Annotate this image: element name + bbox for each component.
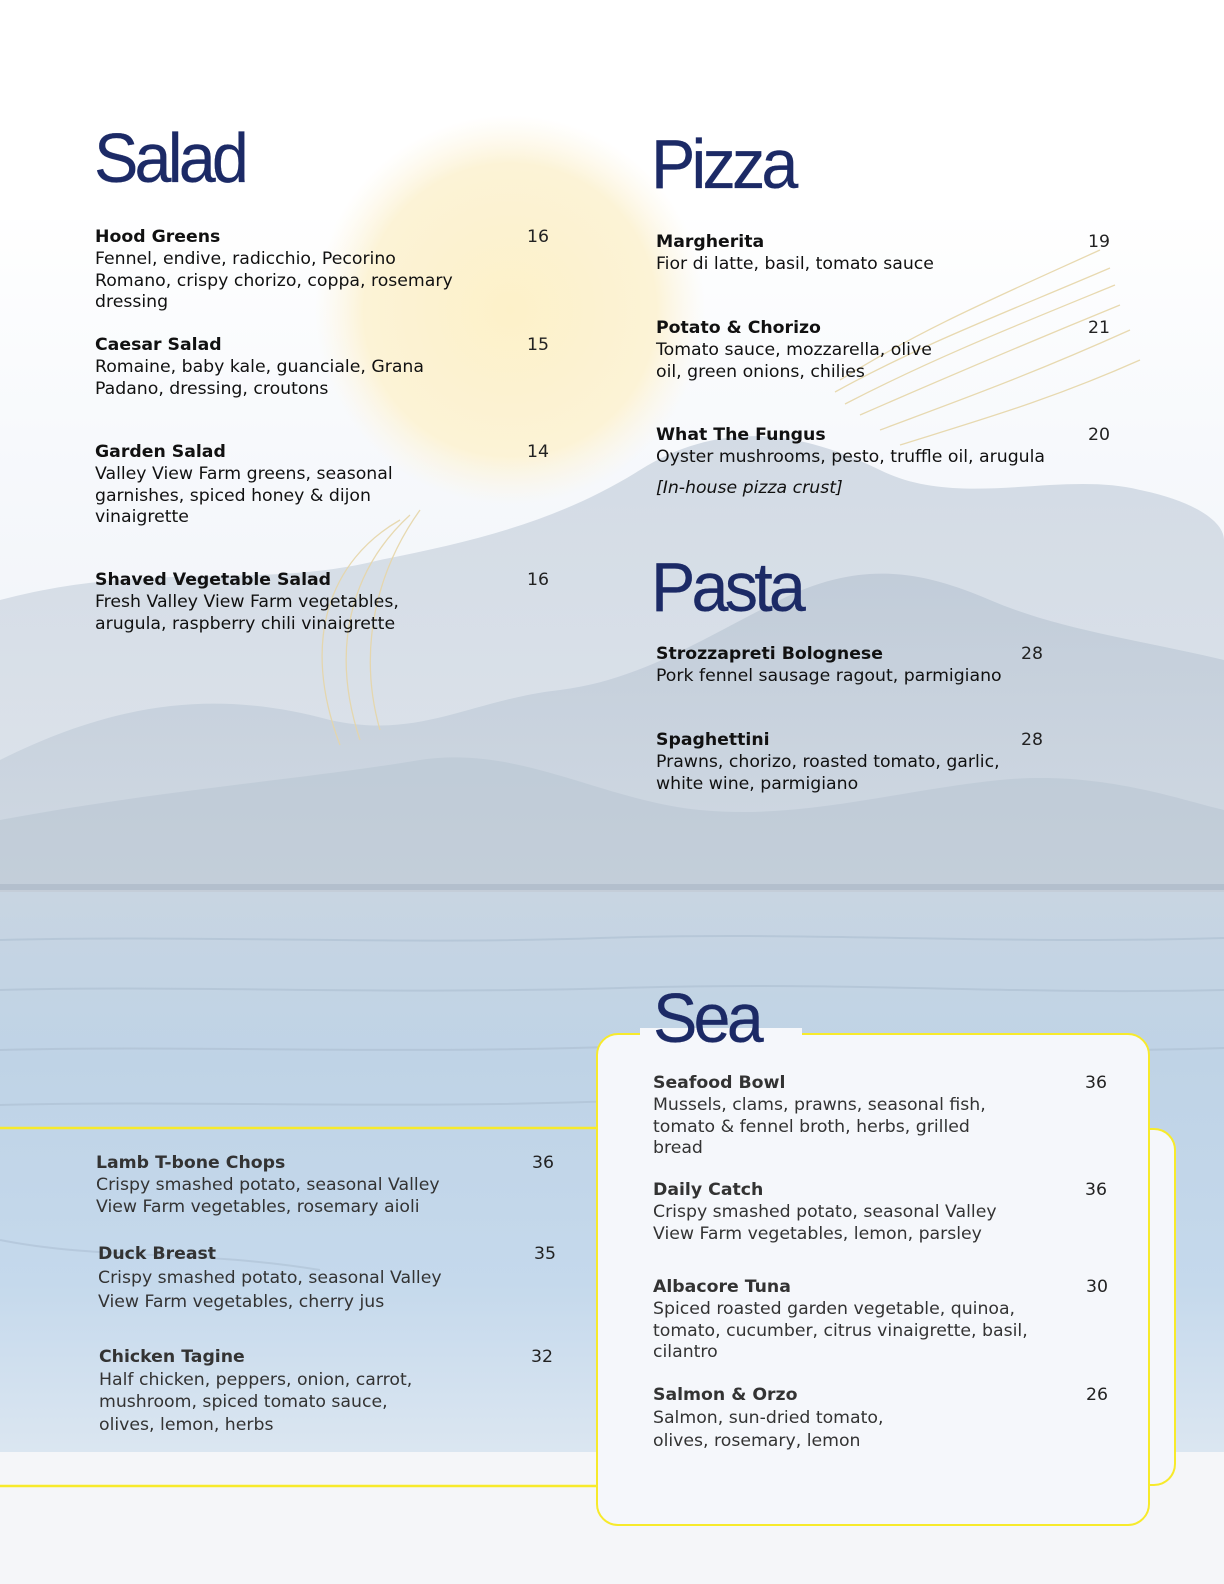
item-description: Fresh Valley View Farm vegetables, arugula, raspberry chili vinaigrette [95,591,399,634]
item-name: Potato & Chorizo [656,318,821,338]
item-price: 32 [531,1347,553,1367]
item-name: Salmon & Orzo [653,1385,798,1405]
item-name: Hood Greens [95,227,221,247]
item-price: 20 [1088,425,1110,445]
item-name: Strozzapreti Bolognese [656,644,883,664]
menu-item-chicken-tagine [99,1347,559,1436]
item-description: Spiced roasted garden vegetable, quinoa, tomato, cucumber, citrus vinaigrette, basil, cilantro [653,1298,1028,1363]
menu-item-duck-breast [98,1244,558,1314]
item-name: Spaghettini [656,730,770,750]
menu-item-daily-catch [653,1180,1113,1245]
item-name: Albacore Tuna [653,1277,791,1297]
item-price: 28 [1021,644,1043,664]
menu-item-hood-greens [95,227,555,314]
item-price: 15 [527,335,549,355]
item-price: 35 [534,1244,556,1264]
item-price: 14 [527,442,549,462]
item-description: Fennel, endive, radicchio, Pecorino Romano, crispy chorizo, coppa, rosemary dressing [95,248,453,313]
item-name: Shaved Vegetable Salad [95,570,332,590]
menu-item-potato-chorizo [656,318,1116,383]
item-description: Tomato sauce, mozzarella, olive oil, green onions, chilies [656,339,932,382]
item-name: Garden Salad [95,442,226,462]
item-price: 16 [527,570,549,590]
menu-item-garden-salad [95,442,555,529]
item-price: 36 [1085,1180,1107,1200]
section-heading-pizza: Pizza [651,125,795,203]
item-name: What The Fungus [656,425,826,445]
item-price: 28 [1021,730,1043,750]
section-heading-salad: Salad [94,119,246,197]
pizza-crust-note: [In-house pizza crust] [656,477,843,498]
item-price: 26 [1086,1385,1108,1405]
section-heading-pasta: Pasta [651,548,803,626]
item-name: Daily Catch [653,1180,764,1200]
menu-item-strozzapreti-bolognese [656,644,1056,688]
item-description: Salmon, sun-dried tomato, olives, rosemary, lemon [653,1407,884,1451]
item-description: Half chicken, peppers, onion, carrot, mushroom, spiced tomato sauce, olives, lemon, herbs [99,1369,413,1435]
item-price: 30 [1086,1277,1108,1297]
item-price: 21 [1088,318,1110,338]
item-price: 16 [527,227,549,247]
item-description: Valley View Farm greens, seasonal garnishes, spiced honey & dijon vinaigrette [95,463,393,528]
item-name: Seafood Bowl [653,1073,786,1093]
menu-item-what-the-fungus [656,425,1116,499]
menu-item-seafood-bowl [653,1073,1113,1160]
item-name: Caesar Salad [95,335,222,355]
item-description: Oyster mushrooms, pesto, truffle oil, arugula [656,446,1046,467]
item-price: 36 [1085,1073,1107,1093]
item-description: Mussels, clams, prawns, seasonal fish, tomato & fennel broth, herbs, grilled bread [653,1094,986,1159]
menu-item-albacore-tuna [653,1277,1113,1364]
item-description: Crispy smashed potato, seasonal Valley View Farm vegetables, cherry jus [98,1267,442,1312]
menu-item-margherita [656,232,1116,276]
item-name: Lamb T-bone Chops [96,1153,286,1173]
section-heading-sea: Sea [653,979,760,1057]
item-description: Pork fennel sausage ragout, parmigiano [656,665,1002,686]
menu-item-lamb-t-bone-chops [96,1153,556,1218]
item-name: Margherita [656,232,765,252]
item-price: 36 [532,1153,554,1173]
item-price: 19 [1088,232,1110,252]
item-description: Romaine, baby kale, guanciale, Grana Padano, dressing, croutons [95,356,424,399]
item-description: Fior di latte, basil, tomato sauce [656,253,934,274]
item-description: Crispy smashed potato, seasonal Valley View Farm vegetables, lemon, parsley [653,1201,997,1244]
item-description: Crispy smashed potato, seasonal Valley View Farm vegetables, rosemary aioli [96,1174,440,1217]
menu-item-caesar-salad [95,335,555,400]
item-description: Prawns, chorizo, roasted tomato, garlic, white wine, parmigiano [656,751,1000,794]
menu-item-spaghettini [656,730,1056,795]
menu-item-shaved-vegetable-salad [95,570,555,635]
item-name: Duck Breast [98,1244,217,1264]
item-name: Chicken Tagine [99,1347,245,1367]
menu-item-salmon-orzo [653,1385,1113,1453]
